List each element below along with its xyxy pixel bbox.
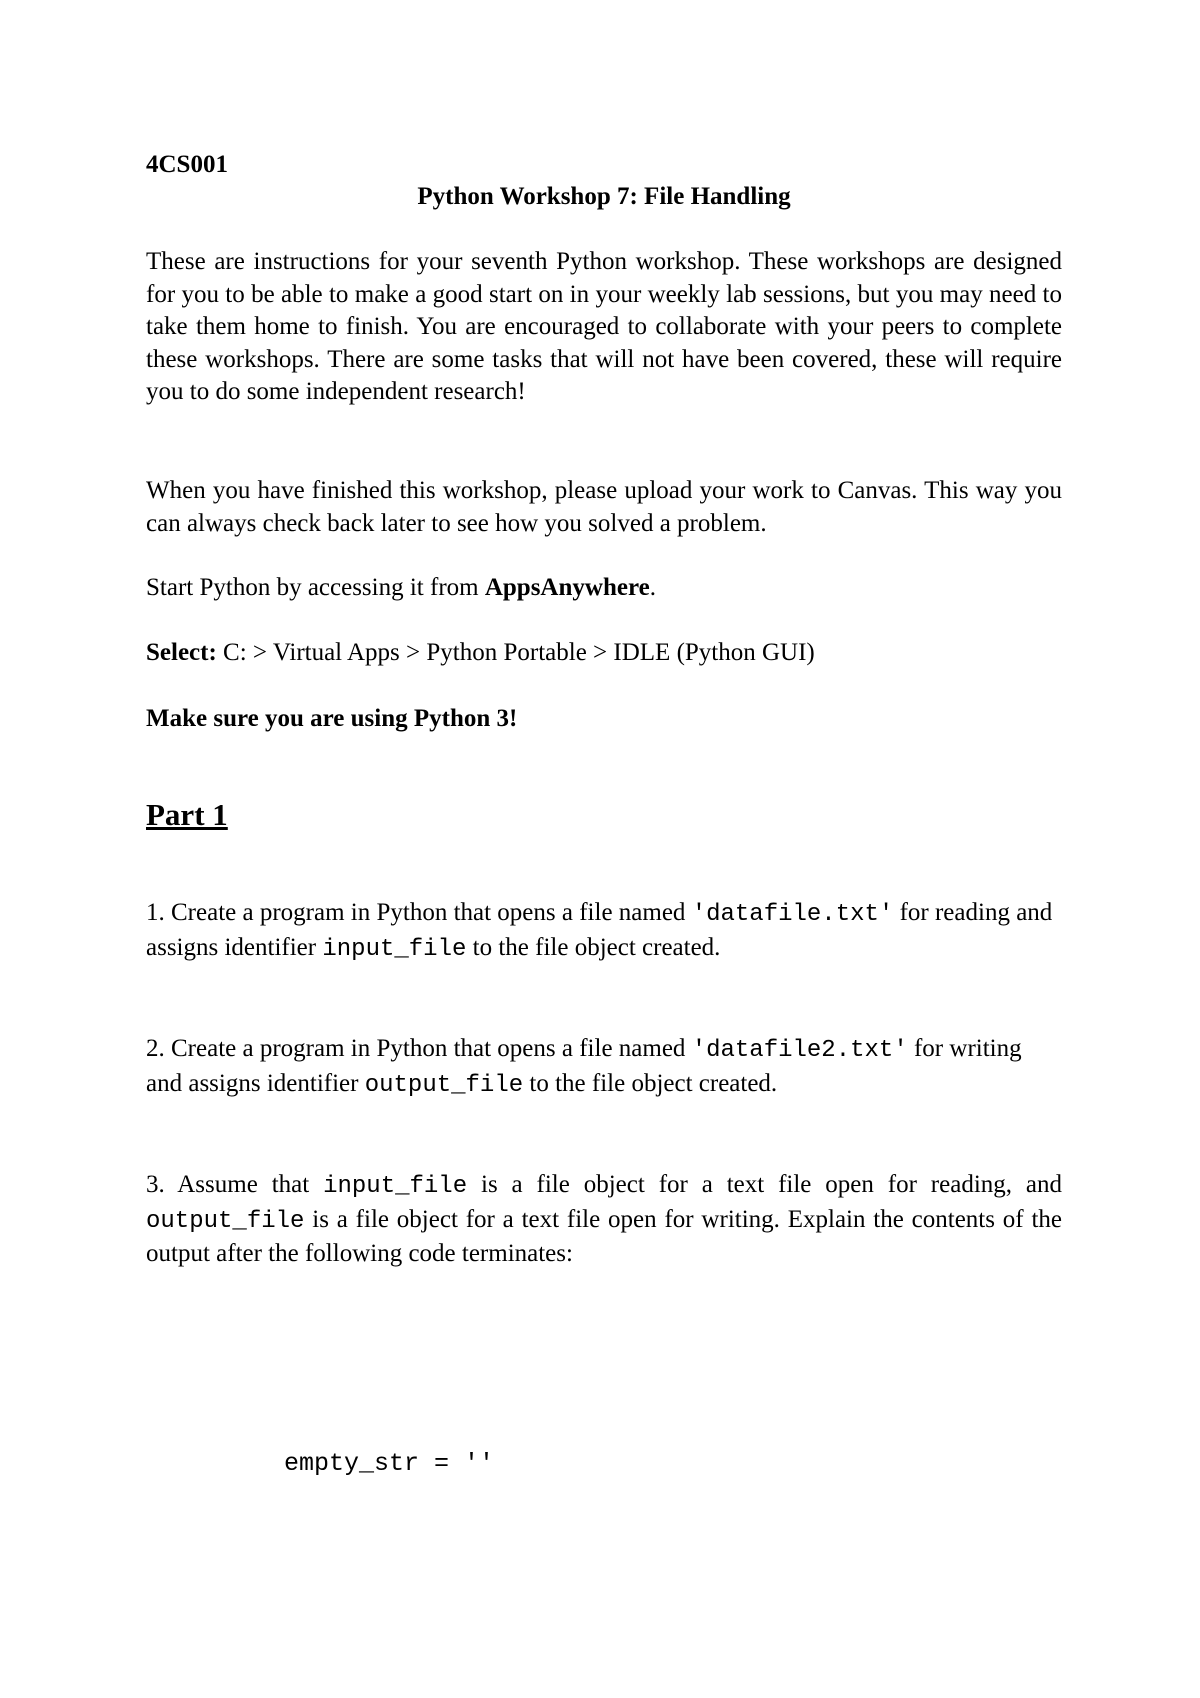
task-2 [146,1033,1062,1102]
select-path: C: > Virtual Apps > Python Portable > IDLE (Python GUI) [216,639,815,666]
task-2-filename: 'datafile2.txt' [691,1037,908,1064]
task-2-text: 2. Create a program in Python that opens a file named [146,1035,692,1062]
task-3-text: 3. Assume that [146,1171,324,1198]
task-3-text-c: is a file object for a text file open for writing. Explain the contents of the output after the following code terminates: [146,1205,1062,1267]
task-3-input-identifier: input_file [323,1173,468,1200]
task-1-identifier: input_file [322,935,467,963]
intro-paragraph: These are instructions for your seventh Python workshop. These workshops are designed for you to be able to make a good start on in your weekly lab sessions, but you may need to take them home to finish. You are encouraged to collaborate with your peers to complete these workshops. There are some tasks that will not have been covered, these will require you to do some independent research! [146,248,1062,405]
apps-anywhere-name: AppsAnywhere [484,574,650,601]
code-snippet: empty_str = '' [284,1449,495,1478]
select-label: Select: [146,639,217,666]
start-text: Start Python by accessing it from [146,574,485,601]
task-1-text-c: to the file object created. [466,933,721,961]
part-1-heading: Part 1 [146,797,228,832]
select-instruction [146,637,1062,670]
start-suffix: . [649,574,656,601]
course-code: 4CS001 [146,151,228,178]
upload-paragraph: When you have finished this workshop, please upload your work to Canvas. This way you can always check back later to see how you solved a problem. [146,477,1062,537]
document-page [146,0,1062,1698]
task-3-text-b: is a file object for a text file open for reading, and [467,1171,1062,1198]
document-title: Python Workshop 7: File Handling [417,183,791,210]
task-1-text-b: for reading and assigns identifier [146,899,1053,961]
python3-note: Make sure you are using Python 3! [146,705,518,732]
task-3-output-identifier: output_file [146,1207,305,1235]
task-2-text-c: to the file object created. [523,1069,778,1097]
task-1-text: 1. Create a program in Python that opens a file named [146,899,692,926]
start-instruction [146,572,1062,605]
task-2-identifier: output_file [364,1071,524,1099]
task-1-filename: 'datafile.txt' [691,901,894,928]
task-3 [146,1169,1062,1271]
task-1 [146,897,1062,966]
task-2-text-b: for writing and assigns identifier [146,1035,1022,1097]
